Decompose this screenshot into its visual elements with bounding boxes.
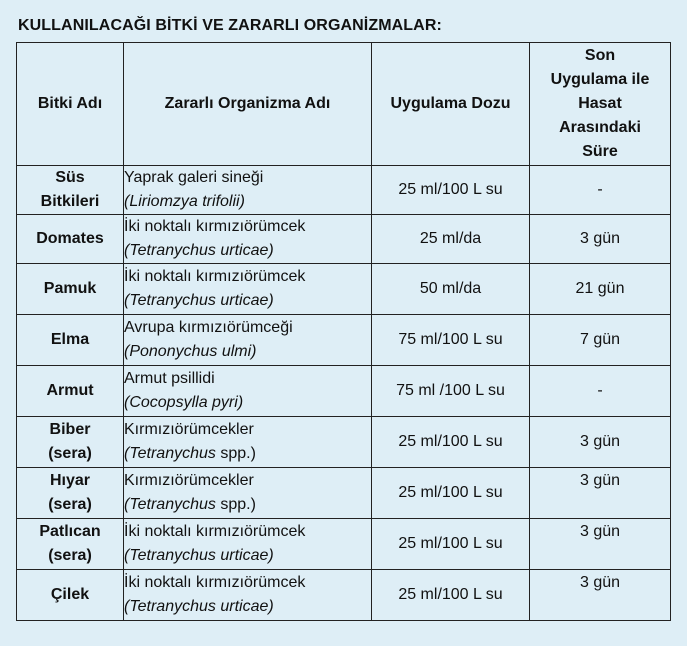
plant-name: Hıyar [49, 472, 91, 489]
page-title: KULLANILACAĞI BİTKİ VE ZARARLI ORGANİZMALAR: [18, 17, 442, 34]
organism-cell [124, 366, 372, 417]
time-cell: 3 gün [530, 468, 671, 519]
plant-name-extra: Bitkileri [40, 193, 100, 210]
plant-name: Pamuk [43, 280, 97, 297]
plant-cell [17, 215, 124, 264]
header-time [530, 43, 671, 166]
organism-cell [124, 417, 372, 468]
plant-cell [17, 519, 124, 570]
organism-scientific: (Tetranychus urticae) [124, 242, 274, 259]
dose-cell: 25 ml/100 L su [372, 468, 530, 519]
table-row [17, 468, 671, 519]
time-cell: 3 gün [530, 215, 671, 264]
header-time-line: Uygulama ile [550, 71, 650, 88]
organism-name: Yaprak galeri sineği [124, 169, 264, 186]
organism-name: Kırmızıörümcekler [124, 421, 254, 438]
header-time-line: Süre [582, 143, 618, 160]
plant-name: Biber [49, 421, 91, 438]
organism-scientific: (Tetranychus urticae) [124, 598, 274, 615]
time-cell: - [530, 366, 671, 417]
plant-name-extra: (sera) [48, 547, 92, 564]
table-header-row [17, 43, 671, 166]
organism-scientific: (Tetranychus urticae) [124, 547, 274, 564]
time-cell: 21 gün [530, 264, 671, 315]
table-row [17, 166, 671, 215]
table-row [17, 215, 671, 264]
header-organism: Zararlı Organizma Adı [124, 43, 372, 166]
organism-cell [124, 519, 372, 570]
plant-cell [17, 366, 124, 417]
plant-name-extra: (sera) [48, 445, 92, 462]
plant-cell [17, 315, 124, 366]
header-time-line: Arasındaki [559, 119, 641, 136]
plant-name: Çilek [50, 586, 90, 603]
dose-cell: 25 ml/da [372, 215, 530, 264]
table-row [17, 519, 671, 570]
header-time-line: Hasat [578, 95, 622, 112]
usage-table [16, 42, 671, 621]
dose-cell: 25 ml/100 L su [372, 519, 530, 570]
table-row [17, 315, 671, 366]
organism-name: İki noktalı kırmızıörümcek [124, 523, 306, 540]
organism-scientific: (Pononychus ulmi) [124, 343, 257, 360]
plant-cell [17, 166, 124, 215]
organism-scientific-suffix: spp.) [215, 496, 256, 513]
dose-cell: 25 ml/100 L su [372, 166, 530, 215]
organism-cell [124, 264, 372, 315]
plant-name: Patlıcan [39, 523, 101, 540]
organism-cell [124, 468, 372, 519]
organism-name: İki noktalı kırmızıörümcek [124, 218, 306, 235]
plant-name: Süs [55, 169, 85, 186]
dose-cell: 75 ml /100 L su [372, 366, 530, 417]
dose-cell: 25 ml/100 L su [372, 570, 530, 621]
dose-cell: 25 ml/100 L su [372, 417, 530, 468]
table-row [17, 417, 671, 468]
header-time-line: Son [584, 47, 616, 64]
time-cell: - [530, 166, 671, 215]
header-plant: Bitki Adı [17, 43, 124, 166]
header-dose: Uygulama Dozu [372, 43, 530, 166]
organism-cell [124, 215, 372, 264]
organism-scientific: (Tetranychus [124, 496, 216, 513]
organism-cell [124, 570, 372, 621]
organism-name: Kırmızıörümcekler [124, 472, 254, 489]
plant-cell [17, 468, 124, 519]
plant-cell [17, 264, 124, 315]
plant-cell [17, 570, 124, 621]
dose-cell: 50 ml/da [372, 264, 530, 315]
time-cell: 7 gün [530, 315, 671, 366]
table-row [17, 570, 671, 621]
organism-scientific-suffix: spp.) [215, 445, 256, 462]
organism-scientific: (Tetranychus [124, 445, 216, 462]
organism-cell [124, 315, 372, 366]
plant-name: Armut [46, 382, 94, 399]
organism-name: Avrupa kırmızıörümceği [124, 319, 293, 336]
organism-name: Armut psillidi [124, 370, 215, 387]
organism-name: İki noktalı kırmızıörümcek [124, 574, 306, 591]
time-cell: 3 gün [530, 417, 671, 468]
table-row [17, 366, 671, 417]
organism-scientific: (Tetranychus urticae) [124, 292, 274, 309]
dose-cell: 75 ml/100 L su [372, 315, 530, 366]
plant-cell [17, 417, 124, 468]
organism-name: İki noktalı kırmızıörümcek [124, 268, 306, 285]
organism-scientific: (Liriomzya trifolii) [124, 193, 245, 210]
time-cell: 3 gün [530, 519, 671, 570]
plant-name: Elma [50, 331, 90, 348]
plant-name-extra: (sera) [48, 496, 92, 513]
table-row [17, 264, 671, 315]
organism-scientific: (Cocopsylla pyri) [124, 394, 244, 411]
organism-cell [124, 166, 372, 215]
time-cell: 3 gün [530, 570, 671, 621]
plant-name: Domates [36, 230, 104, 247]
